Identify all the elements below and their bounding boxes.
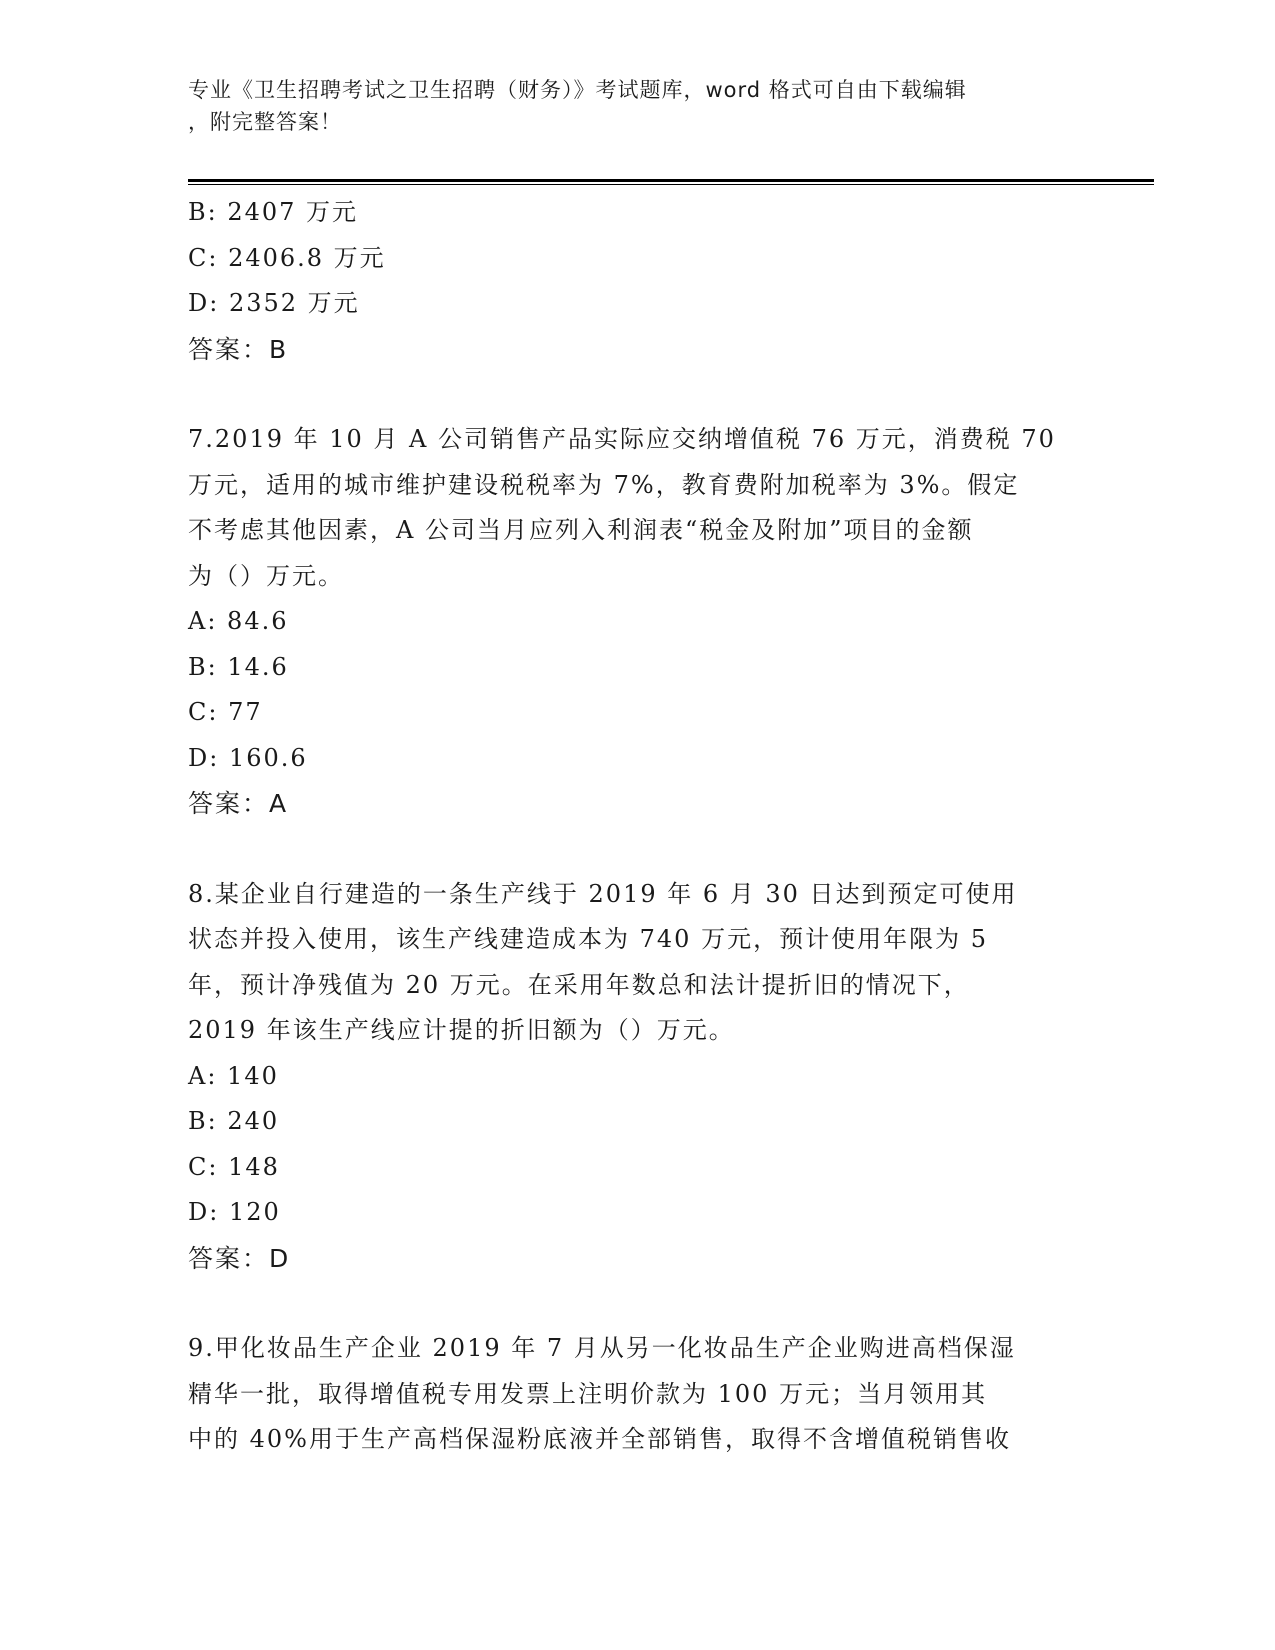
question-stem-line: 年，预计净残值为 20 万元。在采用年数总和法计提折旧的情况下， — [188, 970, 970, 999]
option-a: A: 140 — [188, 1061, 279, 1090]
question-stem-line: 不考虑其他因素，A 公司当月应列入利润表“税金及附加”项目的金额 — [188, 516, 974, 544]
option-b: B: 240 — [188, 1107, 280, 1135]
option-d: D: 120 — [188, 1198, 281, 1226]
question-content — [188, 190, 1088, 1463]
question-9 — [188, 1326, 1088, 1463]
question-stem-line: 7.2019 年 10 月 A 公司销售产品实际应交纳增值税 76 万元，消费税 70 — [188, 425, 1056, 453]
header-rule-thin — [188, 184, 1154, 185]
question-stem-line: 状态并投入使用，该生产线建造成本为 740 万元，预计使用年限为 5 — [188, 925, 988, 953]
prev-question — [188, 190, 1088, 372]
answer-line: 答案：A — [188, 789, 289, 818]
question-8 — [188, 872, 1088, 1282]
option-c: C: 2406.8 万元 — [188, 243, 386, 272]
answer-line: 答案：D — [188, 1243, 291, 1273]
question-7 — [188, 417, 1088, 827]
option-d: D: 2352 万元 — [188, 289, 360, 317]
option-d: D: 160.6 — [188, 743, 308, 772]
question-stem-line: 万元，适用的城市维护建设税税率为 7%，教育费附加税率为 3%。假定 — [188, 470, 1020, 499]
option-b: B: 2407 万元 — [188, 198, 359, 226]
question-stem-line: 中的 40%用于生产高档保湿粉底液并全部销售，取得不含增值税销售收 — [188, 1425, 1011, 1453]
document-header — [188, 74, 1088, 138]
header-line-2: ，附完整答案！ — [188, 110, 342, 134]
option-b: B: 14.6 — [188, 652, 289, 681]
question-stem-line: 为（）万元。 — [188, 561, 344, 590]
option-a: A: 84.6 — [188, 607, 289, 635]
question-stem-line: 2019 年该生产线应计提的折旧额为（）万元。 — [188, 1016, 735, 1044]
question-stem-line: 8.某企业自行建造的一条生产线于 2019 年 6 月 30 日达到预定可使用 — [188, 879, 1018, 908]
question-stem-line: 精华一批，取得增值税专用发票上注明价款为 100 万元；当月领用其 — [188, 1379, 988, 1408]
question-stem-line: 9.甲化妆品生产企业 2019 年 7 月从另一化妆品生产企业购进高档保湿 — [188, 1334, 1016, 1362]
header-line-1: 专业《卫生招聘考试之卫生招聘（财务）》考试题库，word 格式可自由下载编辑 — [188, 78, 967, 102]
option-c: C: 77 — [188, 698, 263, 726]
option-c: C: 148 — [188, 1152, 280, 1181]
answer-line: 答案：B — [188, 334, 289, 364]
header-rule-thick — [188, 179, 1154, 182]
